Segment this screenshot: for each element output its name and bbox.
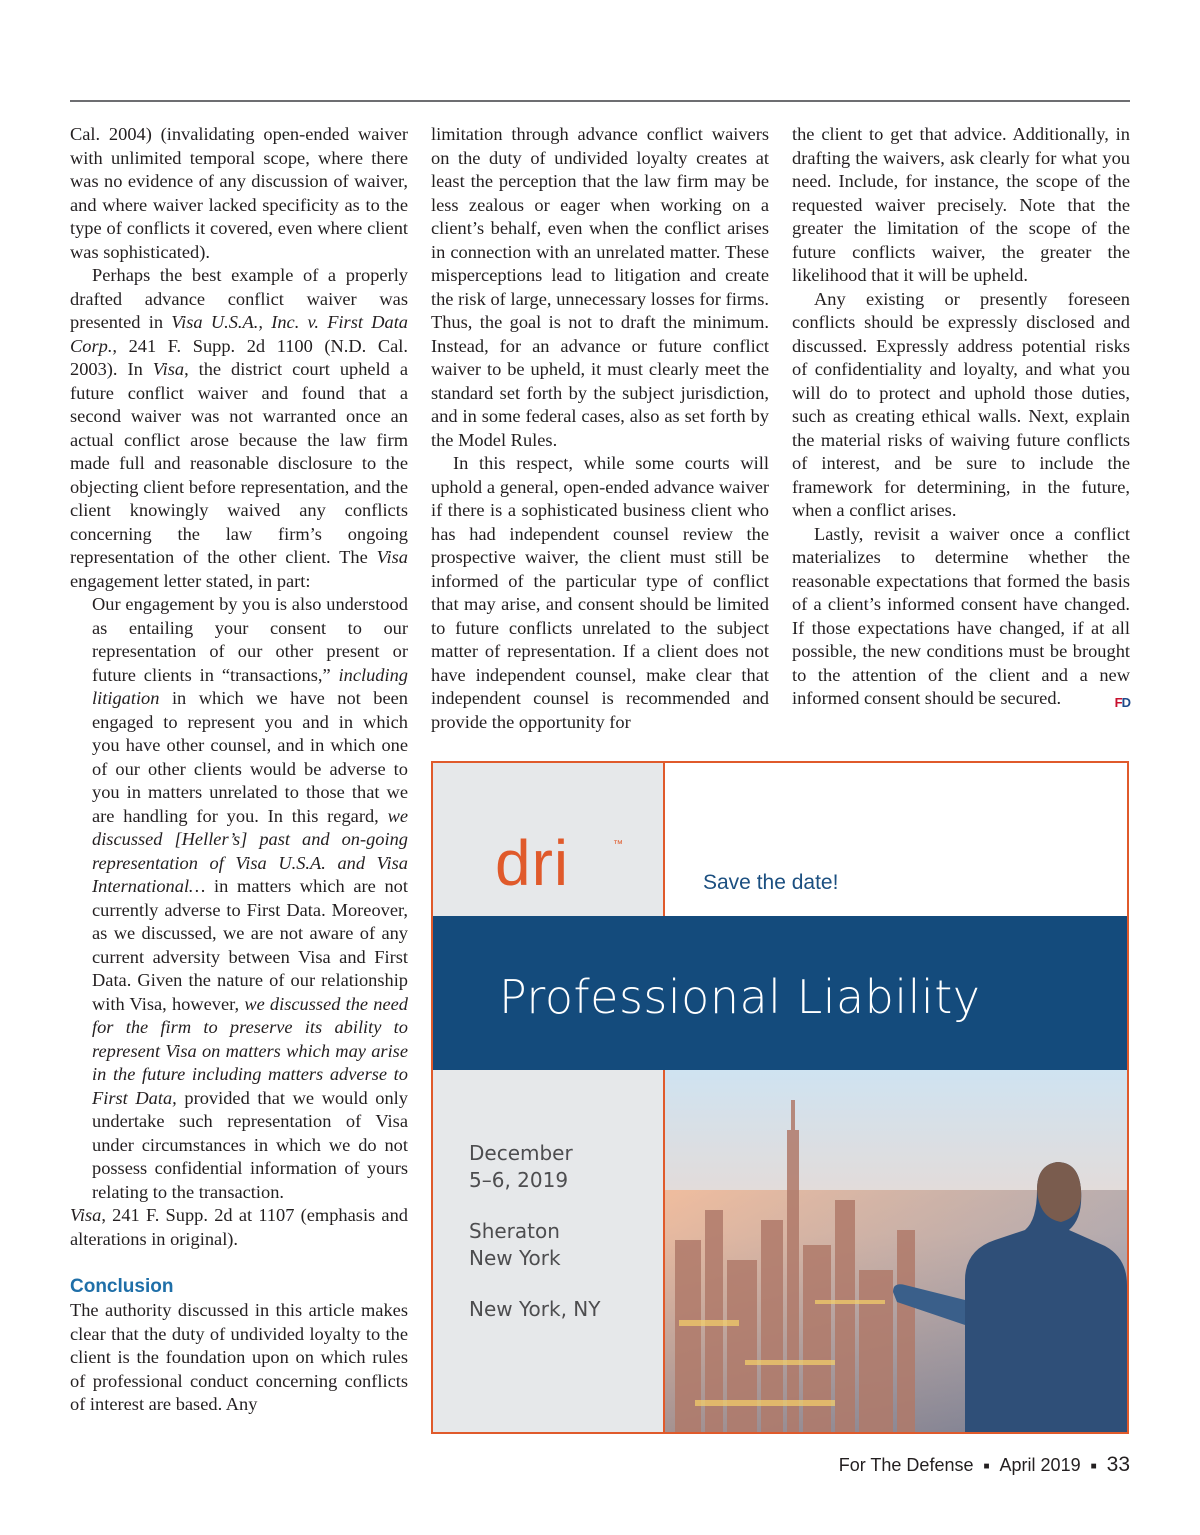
event-info-panel (433, 1070, 665, 1434)
trademark-mark: ™ (613, 839, 623, 850)
case-name: Visa (70, 1205, 102, 1225)
text-column-3 (792, 123, 1130, 715)
footer-separator: ■ (983, 1460, 990, 1472)
section-heading: Conclusion (70, 1276, 174, 1297)
text-run: engagement letter stated, in part: (70, 570, 311, 591)
paragraph: limitation through advance conflict waivers on the duty of undivided loyalty creates at least the perception that the law firm may be less zealous or eager when working on a client’s behalf, even when the conflict arises in connection with an unrelated matter. These misperceptions lead to litigation and create the risk of large, unnecessary losses for firms. Thus, the goal is not to draft the minimum. Instead, for an advance or future conflict waiver to be upheld, it must clearly meet the standard set forth by the subject jurisdiction, and in some federal cases, also as set forth by the Model Rules. (431, 124, 769, 450)
text-column-1 (70, 123, 408, 1417)
header-rule (70, 100, 1130, 102)
text-run: in which we have not been engaged to represent you and in which you have other counsel, and in which one of our other clients would be adverse to you in matters unrelated to those that we are handling for you. In this regard, (92, 688, 408, 826)
text-column-2 (431, 123, 769, 734)
issue-date: April 2019 (999, 1455, 1081, 1475)
text-run: in matters which are not currently adverse to First Data. Moreover, as we discussed, we are not aware of any current adversity between Visa and First Data. Given the nature of our relationship with Visa, however, (92, 876, 408, 1014)
event-date-line-2: 5–6, 2019 (469, 1168, 569, 1192)
end-mark-letter: D (1121, 695, 1130, 710)
page-number: 33 (1106, 1453, 1130, 1476)
paragraph (70, 264, 408, 593)
title-band (433, 916, 1127, 1070)
case-name: Visa (376, 547, 408, 567)
citation (70, 1204, 408, 1251)
text-run: provided that we would only undertake such representation of Visa under circumstances in which we do not possess confidential information of yours relating to the transaction. (92, 1087, 408, 1202)
page-footer (839, 1453, 1130, 1477)
paragraph: the client to get that advice. Additionally, in drafting the waivers, ask clearly for what you need. Include, for instance, the scope of the requested waiver precisely. Note that the greater the limitation of the scope of the future conflicts waiver, the greater the likelihood that it will be upheld. (792, 124, 1130, 285)
text-run: , the district court upheld a future conflict waiver and found that a second waiver was not warranted once an actual conflict arose because the law firm made full and reasonable disclosure to the objecting client before representation, and the client knowingly waived any conflicts concerning the law firm’s ongoing representation of the other client. The (70, 359, 408, 567)
paragraph: In this respect, while some courts will uphold a general, open-ended advance waiver if there is a sophisticated business client who has had independent counsel review the prospective waiver, the client must still be informed of the particular type of conflict that may arise, and consent should be limited to future conflicts unrelated to the subject matter of representation. If a client does not have independent counsel, make clear that independent counsel is recommended and provide the opportunity for (431, 453, 769, 732)
footer-separator: ■ (1090, 1460, 1097, 1472)
text-run: , 241 F. Supp. 2d at 1107 (emphasis and alterations in original). (70, 1205, 408, 1249)
case-name: Visa (152, 359, 185, 379)
event-city: New York, NY (469, 1297, 601, 1321)
event-date-line-1: December (469, 1141, 573, 1165)
dri-event-ad[interactable] (431, 761, 1129, 1434)
text-run: Our engagement by you is also understood as entailing your consent to our representation of our other present or future clients in “transactions,” (92, 594, 408, 685)
text-run: Lastly, revisit a waiver once a conflict materializes to determine whether the reasonable expectations that formed the basis of a client’s informed consent have changed. If those expectations have changed, if at all possible, the new conditions must be brought to the attention of the client and a new informed consent should be secured. (792, 523, 1130, 708)
text-run: Perhaps the best example of a properly drafted advance conflict waiver was presented in (70, 265, 408, 332)
paragraph: The authority discussed in this article makes clear that the duty of undivided loyalty to the client is the foundation upon on which rules of professional conduct concerning conflicts of interest are based. Any (70, 1300, 408, 1414)
case-name: Visa U.S.A., Inc. v. First Data Corp., (70, 312, 408, 356)
save-the-date: Save the date! (703, 871, 839, 894)
end-mark-icon (1093, 691, 1130, 715)
block-quote (70, 593, 408, 1204)
publication-name: For The Defense (838, 1455, 974, 1475)
emphasis: we discussed the need for the firm to preserve its ability to represent Visa on matters which may arise in the future including matters adverse to First Data, (92, 993, 408, 1108)
text-run: 241 F. Supp. 2d 1100 (N.D. Cal. 2003). In (70, 335, 408, 379)
dri-logo: dri (495, 827, 570, 899)
emphasis: we discussed [Heller’s] past and on-going representation of Visa U.S.A. and Visa International… (92, 805, 408, 896)
city-skyline-photo (665, 1070, 1127, 1434)
event-title: Professional Liability (499, 970, 981, 1024)
event-venue-line-1: Sheraton (469, 1219, 560, 1243)
event-venue-line-2: New York (469, 1246, 561, 1270)
logo-panel (433, 763, 665, 916)
end-mark-letter: F (1114, 695, 1122, 710)
paragraph (792, 523, 1130, 711)
paragraph: Cal. 2004) (invalidating open-ended waiver with unlimited temporal scope, where there was no evidence of any discussion of waiver, and where waiver lacked specificity as to the type of conflicts it covered, even where client was sophisticated). (70, 124, 408, 262)
emphasis: including litigation (92, 664, 408, 708)
paragraph: Any existing or presently foreseen conflicts should be expressly disclosed and discussed. Expressly address potential risks of confidentiality and loyalty, and what you will do to protect and uphold those duties, such as creating ethical walls. Next, explain the material risks of waiving future conflicts of interest, and be sure to include the framework for determining, in the future, when a conflict arises. (792, 288, 1130, 520)
